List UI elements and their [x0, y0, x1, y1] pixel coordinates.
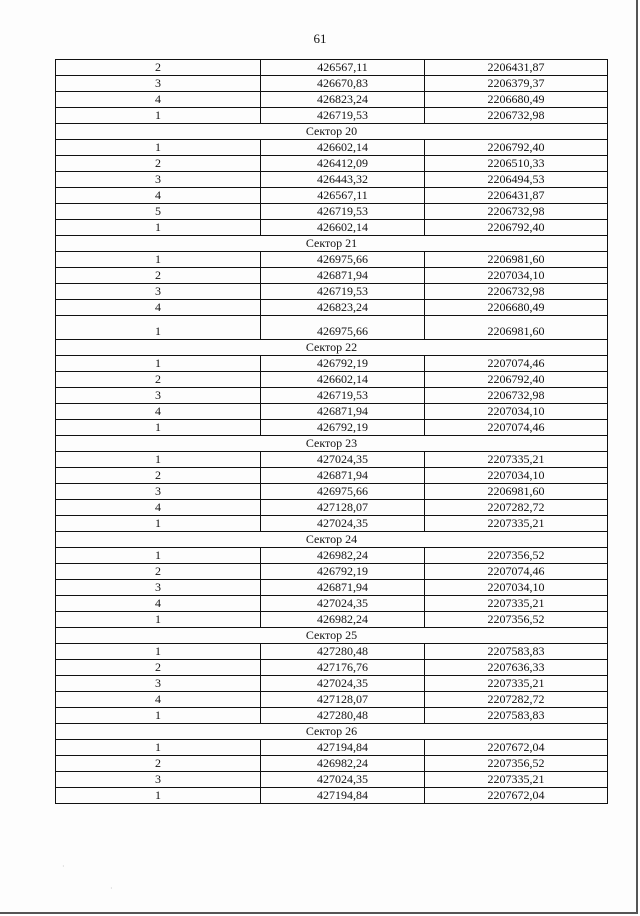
sector-label: Сектор 22 — [56, 340, 608, 356]
table-row — [56, 76, 608, 92]
table-row — [56, 300, 608, 316]
table-row — [56, 372, 608, 388]
sector-label: Сектор 21 — [56, 236, 608, 252]
point-number: 4 — [56, 188, 261, 204]
y-coordinate: 2207282,72 — [425, 692, 608, 708]
coordinates-table — [55, 59, 608, 804]
table-row — [56, 484, 608, 500]
x-coordinate: 427280,48 — [261, 708, 425, 724]
point-number: 1 — [56, 220, 261, 236]
table-row — [56, 388, 608, 404]
y-coordinate: 2206792,40 — [425, 220, 608, 236]
table-row — [56, 188, 608, 204]
y-coordinate: 2207583,83 — [425, 644, 608, 660]
x-coordinate: 426567,11 — [261, 60, 425, 76]
x-coordinate: 426975,66 — [261, 484, 425, 500]
y-coordinate: 2207335,21 — [425, 596, 608, 612]
table-row — [56, 252, 608, 268]
y-coordinate: 2207583,83 — [425, 708, 608, 724]
y-coordinate: 2206379,37 — [425, 76, 608, 92]
x-coordinate: 427024,35 — [261, 516, 425, 532]
sector-header-row — [56, 124, 608, 140]
y-coordinate: 2206981,60 — [425, 252, 608, 268]
x-coordinate: 427128,07 — [261, 500, 425, 516]
table-row — [56, 204, 608, 220]
y-coordinate: 2206431,87 — [425, 188, 608, 204]
y-coordinate: 2207282,72 — [425, 500, 608, 516]
x-coordinate: 427280,48 — [261, 644, 425, 660]
x-coordinate: 426412,09 — [261, 156, 425, 172]
sector-header-row — [56, 436, 608, 452]
y-coordinate: 2206732,98 — [425, 204, 608, 220]
y-coordinate: 2207335,21 — [425, 452, 608, 468]
point-number: 3 — [56, 772, 261, 788]
x-coordinate: 426871,94 — [261, 268, 425, 284]
x-coordinate: 426719,53 — [261, 204, 425, 220]
x-coordinate: 426719,53 — [261, 388, 425, 404]
x-coordinate: 426719,53 — [261, 284, 425, 300]
x-coordinate: 426982,24 — [261, 756, 425, 772]
x-coordinate: 426823,24 — [261, 300, 425, 316]
scan-speck: · — [110, 884, 113, 893]
x-coordinate: 427176,76 — [261, 660, 425, 676]
y-coordinate: 2207074,46 — [425, 420, 608, 436]
sector-label: Сектор 23 — [56, 436, 608, 452]
x-coordinate: 426823,24 — [261, 92, 425, 108]
sector-header-row — [56, 340, 608, 356]
x-coordinate: 426871,94 — [261, 580, 425, 596]
x-coordinate: 426602,14 — [261, 220, 425, 236]
x-coordinate: 426567,11 — [261, 188, 425, 204]
x-coordinate: 426975,66 — [261, 252, 425, 268]
point-number: 2 — [56, 372, 261, 388]
table-row — [56, 92, 608, 108]
y-coordinate: 2206792,40 — [425, 372, 608, 388]
point-number: 4 — [56, 692, 261, 708]
point-number: 1 — [56, 316, 261, 340]
point-number: 2 — [56, 756, 261, 772]
table-row — [56, 156, 608, 172]
y-coordinate: 2206981,60 — [425, 316, 608, 340]
x-coordinate: 427024,35 — [261, 676, 425, 692]
x-coordinate: 426670,83 — [261, 76, 425, 92]
point-number: 4 — [56, 596, 261, 612]
sector-label: Сектор 25 — [56, 628, 608, 644]
x-coordinate: 426792,19 — [261, 420, 425, 436]
table-row — [56, 676, 608, 692]
y-coordinate: 2206732,98 — [425, 284, 608, 300]
point-number: 1 — [56, 452, 261, 468]
x-coordinate: 426602,14 — [261, 140, 425, 156]
table-row — [56, 756, 608, 772]
point-number: 1 — [56, 612, 261, 628]
table-row — [56, 708, 608, 724]
point-number: 3 — [56, 76, 261, 92]
point-number: 1 — [56, 252, 261, 268]
point-number: 4 — [56, 404, 261, 420]
table-row — [56, 140, 608, 156]
y-coordinate: 2207034,10 — [425, 268, 608, 284]
y-coordinate: 2207335,21 — [425, 676, 608, 692]
sector-header-row — [56, 724, 608, 740]
y-coordinate: 2207034,10 — [425, 468, 608, 484]
table-row — [56, 516, 608, 532]
y-coordinate: 2207074,46 — [425, 356, 608, 372]
y-coordinate: 2206431,87 — [425, 60, 608, 76]
point-number: 1 — [56, 108, 261, 124]
x-coordinate: 426982,24 — [261, 612, 425, 628]
y-coordinate: 2206494,53 — [425, 172, 608, 188]
sector-label: Сектор 26 — [56, 724, 608, 740]
point-number: 3 — [56, 580, 261, 596]
y-coordinate: 2207335,21 — [425, 772, 608, 788]
table-row — [56, 548, 608, 564]
x-coordinate: 427194,84 — [261, 740, 425, 756]
x-coordinate: 427194,84 — [261, 788, 425, 804]
table-row — [56, 788, 608, 804]
table-row — [56, 316, 608, 340]
table-row — [56, 692, 608, 708]
table-row — [56, 452, 608, 468]
point-number: 2 — [56, 60, 261, 76]
x-coordinate: 427128,07 — [261, 692, 425, 708]
y-coordinate: 2206680,49 — [425, 300, 608, 316]
table-row — [56, 284, 608, 300]
x-coordinate: 426719,53 — [261, 108, 425, 124]
table-row — [56, 596, 608, 612]
table-row — [56, 644, 608, 660]
y-coordinate: 2206792,40 — [425, 140, 608, 156]
coordinates-table-body — [56, 60, 608, 804]
table-row — [56, 356, 608, 372]
table-row — [56, 420, 608, 436]
point-number: 4 — [56, 300, 261, 316]
page-number: 61 — [313, 31, 327, 46]
y-coordinate: 2207034,10 — [425, 580, 608, 596]
point-number: 1 — [56, 740, 261, 756]
table-row — [56, 580, 608, 596]
table-row — [56, 772, 608, 788]
y-coordinate: 2206732,98 — [425, 108, 608, 124]
point-number: 3 — [56, 172, 261, 188]
point-number: 2 — [56, 564, 261, 580]
y-coordinate: 2207356,52 — [425, 548, 608, 564]
x-coordinate: 426602,14 — [261, 372, 425, 388]
sector-label: Сектор 20 — [56, 124, 608, 140]
x-coordinate: 426975,66 — [261, 316, 425, 340]
y-coordinate: 2207356,52 — [425, 612, 608, 628]
point-number: 1 — [56, 356, 261, 372]
point-number: 2 — [56, 468, 261, 484]
point-number: 2 — [56, 156, 261, 172]
y-coordinate: 2207034,10 — [425, 404, 608, 420]
table-row — [56, 612, 608, 628]
x-coordinate: 426871,94 — [261, 468, 425, 484]
sector-header-row — [56, 532, 608, 548]
point-number: 3 — [56, 388, 261, 404]
point-number: 5 — [56, 204, 261, 220]
table-row — [56, 268, 608, 284]
x-coordinate: 427024,35 — [261, 596, 425, 612]
y-coordinate: 2207074,46 — [425, 564, 608, 580]
point-number: 4 — [56, 92, 261, 108]
sector-label: Сектор 24 — [56, 532, 608, 548]
y-coordinate: 2207335,21 — [425, 516, 608, 532]
point-number: 3 — [56, 284, 261, 300]
point-number: 1 — [56, 140, 261, 156]
x-coordinate: 426792,19 — [261, 356, 425, 372]
table-row — [56, 660, 608, 676]
sector-header-row — [56, 236, 608, 252]
point-number: 2 — [56, 268, 261, 284]
point-number: 1 — [56, 788, 261, 804]
x-coordinate: 426443,32 — [261, 172, 425, 188]
x-coordinate: 426792,19 — [261, 564, 425, 580]
x-coordinate: 426982,24 — [261, 548, 425, 564]
table-row — [56, 740, 608, 756]
sector-header-row — [56, 628, 608, 644]
point-number: 1 — [56, 708, 261, 724]
table-row — [56, 564, 608, 580]
point-number: 4 — [56, 500, 261, 516]
point-number: 2 — [56, 660, 261, 676]
x-coordinate: 427024,35 — [261, 452, 425, 468]
scan-speck: · — [62, 862, 65, 871]
table-row — [56, 500, 608, 516]
table-row — [56, 172, 608, 188]
y-coordinate: 2207672,04 — [425, 788, 608, 804]
y-coordinate: 2207356,52 — [425, 756, 608, 772]
y-coordinate: 2206680,49 — [425, 92, 608, 108]
x-coordinate: 427024,35 — [261, 772, 425, 788]
point-number: 1 — [56, 420, 261, 436]
point-number: 1 — [56, 548, 261, 564]
table-row — [56, 220, 608, 236]
x-coordinate: 426871,94 — [261, 404, 425, 420]
table-row — [56, 60, 608, 76]
point-number: 3 — [56, 676, 261, 692]
y-coordinate: 2206732,98 — [425, 388, 608, 404]
table-row — [56, 108, 608, 124]
point-number: 1 — [56, 644, 261, 660]
point-number: 3 — [56, 484, 261, 500]
table-row — [56, 404, 608, 420]
table-row — [56, 468, 608, 484]
point-number: 1 — [56, 516, 261, 532]
y-coordinate: 2207672,04 — [425, 740, 608, 756]
y-coordinate: 2206510,33 — [425, 156, 608, 172]
y-coordinate: 2206981,60 — [425, 484, 608, 500]
y-coordinate: 2207636,33 — [425, 660, 608, 676]
